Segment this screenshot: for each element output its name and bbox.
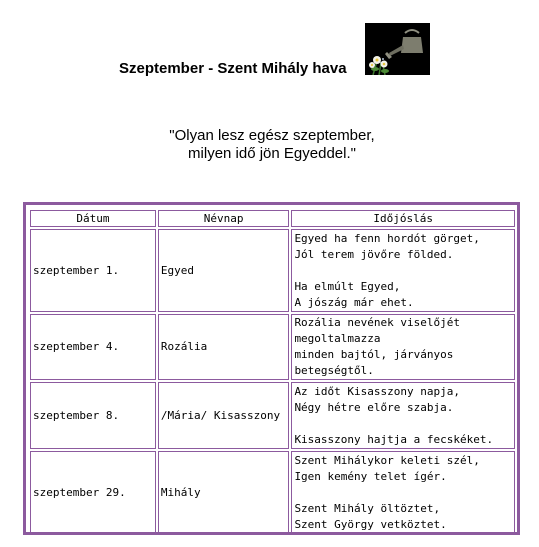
nameday-cell: /Mária/ Kisasszony	[158, 382, 290, 449]
date-cell: szeptember 29.	[30, 451, 156, 534]
forecast-cell	[291, 451, 515, 534]
forecast-line	[294, 485, 512, 501]
nameday-cell: Rozália	[158, 314, 290, 380]
forecast-line: Igen kemény telet ígér.	[294, 469, 447, 483]
forecast-line: Ha elmúlt Egyed,	[294, 279, 401, 293]
column-header-forecast: Időjóslás	[291, 210, 515, 227]
date-cell: szeptember 1.	[30, 229, 156, 312]
proverb-quote	[0, 127, 539, 163]
forecast-cell	[291, 314, 515, 380]
page-header	[0, 10, 539, 77]
forecast-line: Egyed ha fenn hordót görget,	[294, 231, 480, 245]
column-header-date: Dátum	[30, 210, 156, 227]
forecast-line: Szent Mihálykor keleti szél,	[294, 453, 480, 467]
forecast-line	[294, 263, 512, 279]
nameday-cell: Egyed	[158, 229, 290, 312]
table-row	[30, 382, 515, 449]
forecast-line: A jószág már ehet.	[294, 295, 414, 309]
forecast-line: Kisasszony hajtja a fecskéket.	[294, 432, 494, 446]
column-header-nameday: Névnap	[158, 210, 290, 227]
forecast-line: Rozália nevének viselőjét	[294, 316, 461, 329]
forecast-line: megoltalmazza	[294, 332, 381, 345]
calendar-table-frame	[23, 202, 520, 535]
forecast-line	[294, 416, 512, 432]
date-cell: szeptember 8.	[30, 382, 156, 449]
forecast-line: minden bajtól, járványos	[294, 348, 454, 361]
forecast-line: Szent Mihály öltöztet,	[294, 501, 441, 515]
forecast-line: Jól terem jövőre földed.	[294, 247, 454, 261]
date-cell: szeptember 4.	[30, 314, 156, 380]
nameday-cell: Mihály	[158, 451, 290, 534]
table-row	[30, 451, 515, 534]
quote-line-2: milyen idő jön Egyeddel."	[188, 145, 356, 162]
forecast-cell	[291, 382, 515, 449]
forecast-line: Négy hétre előre szabja.	[294, 400, 454, 414]
forecast-line: Szent György vetköztet.	[294, 517, 447, 531]
forecast-line: Az időt Kisasszony napja,	[294, 384, 461, 398]
forecast-line: betegségtől.	[294, 364, 374, 377]
table-header-row	[30, 210, 515, 227]
page-title: Szeptember - Szent Mihály hava	[119, 60, 347, 77]
quote-line-1: "Olyan lesz egész szeptember,	[169, 127, 375, 144]
name-day-table	[28, 208, 517, 536]
watering-can-icon	[365, 23, 430, 75]
table-row	[30, 314, 515, 380]
table-row	[30, 229, 515, 312]
watering-can-flowers-image	[365, 23, 430, 75]
forecast-cell	[291, 229, 515, 312]
